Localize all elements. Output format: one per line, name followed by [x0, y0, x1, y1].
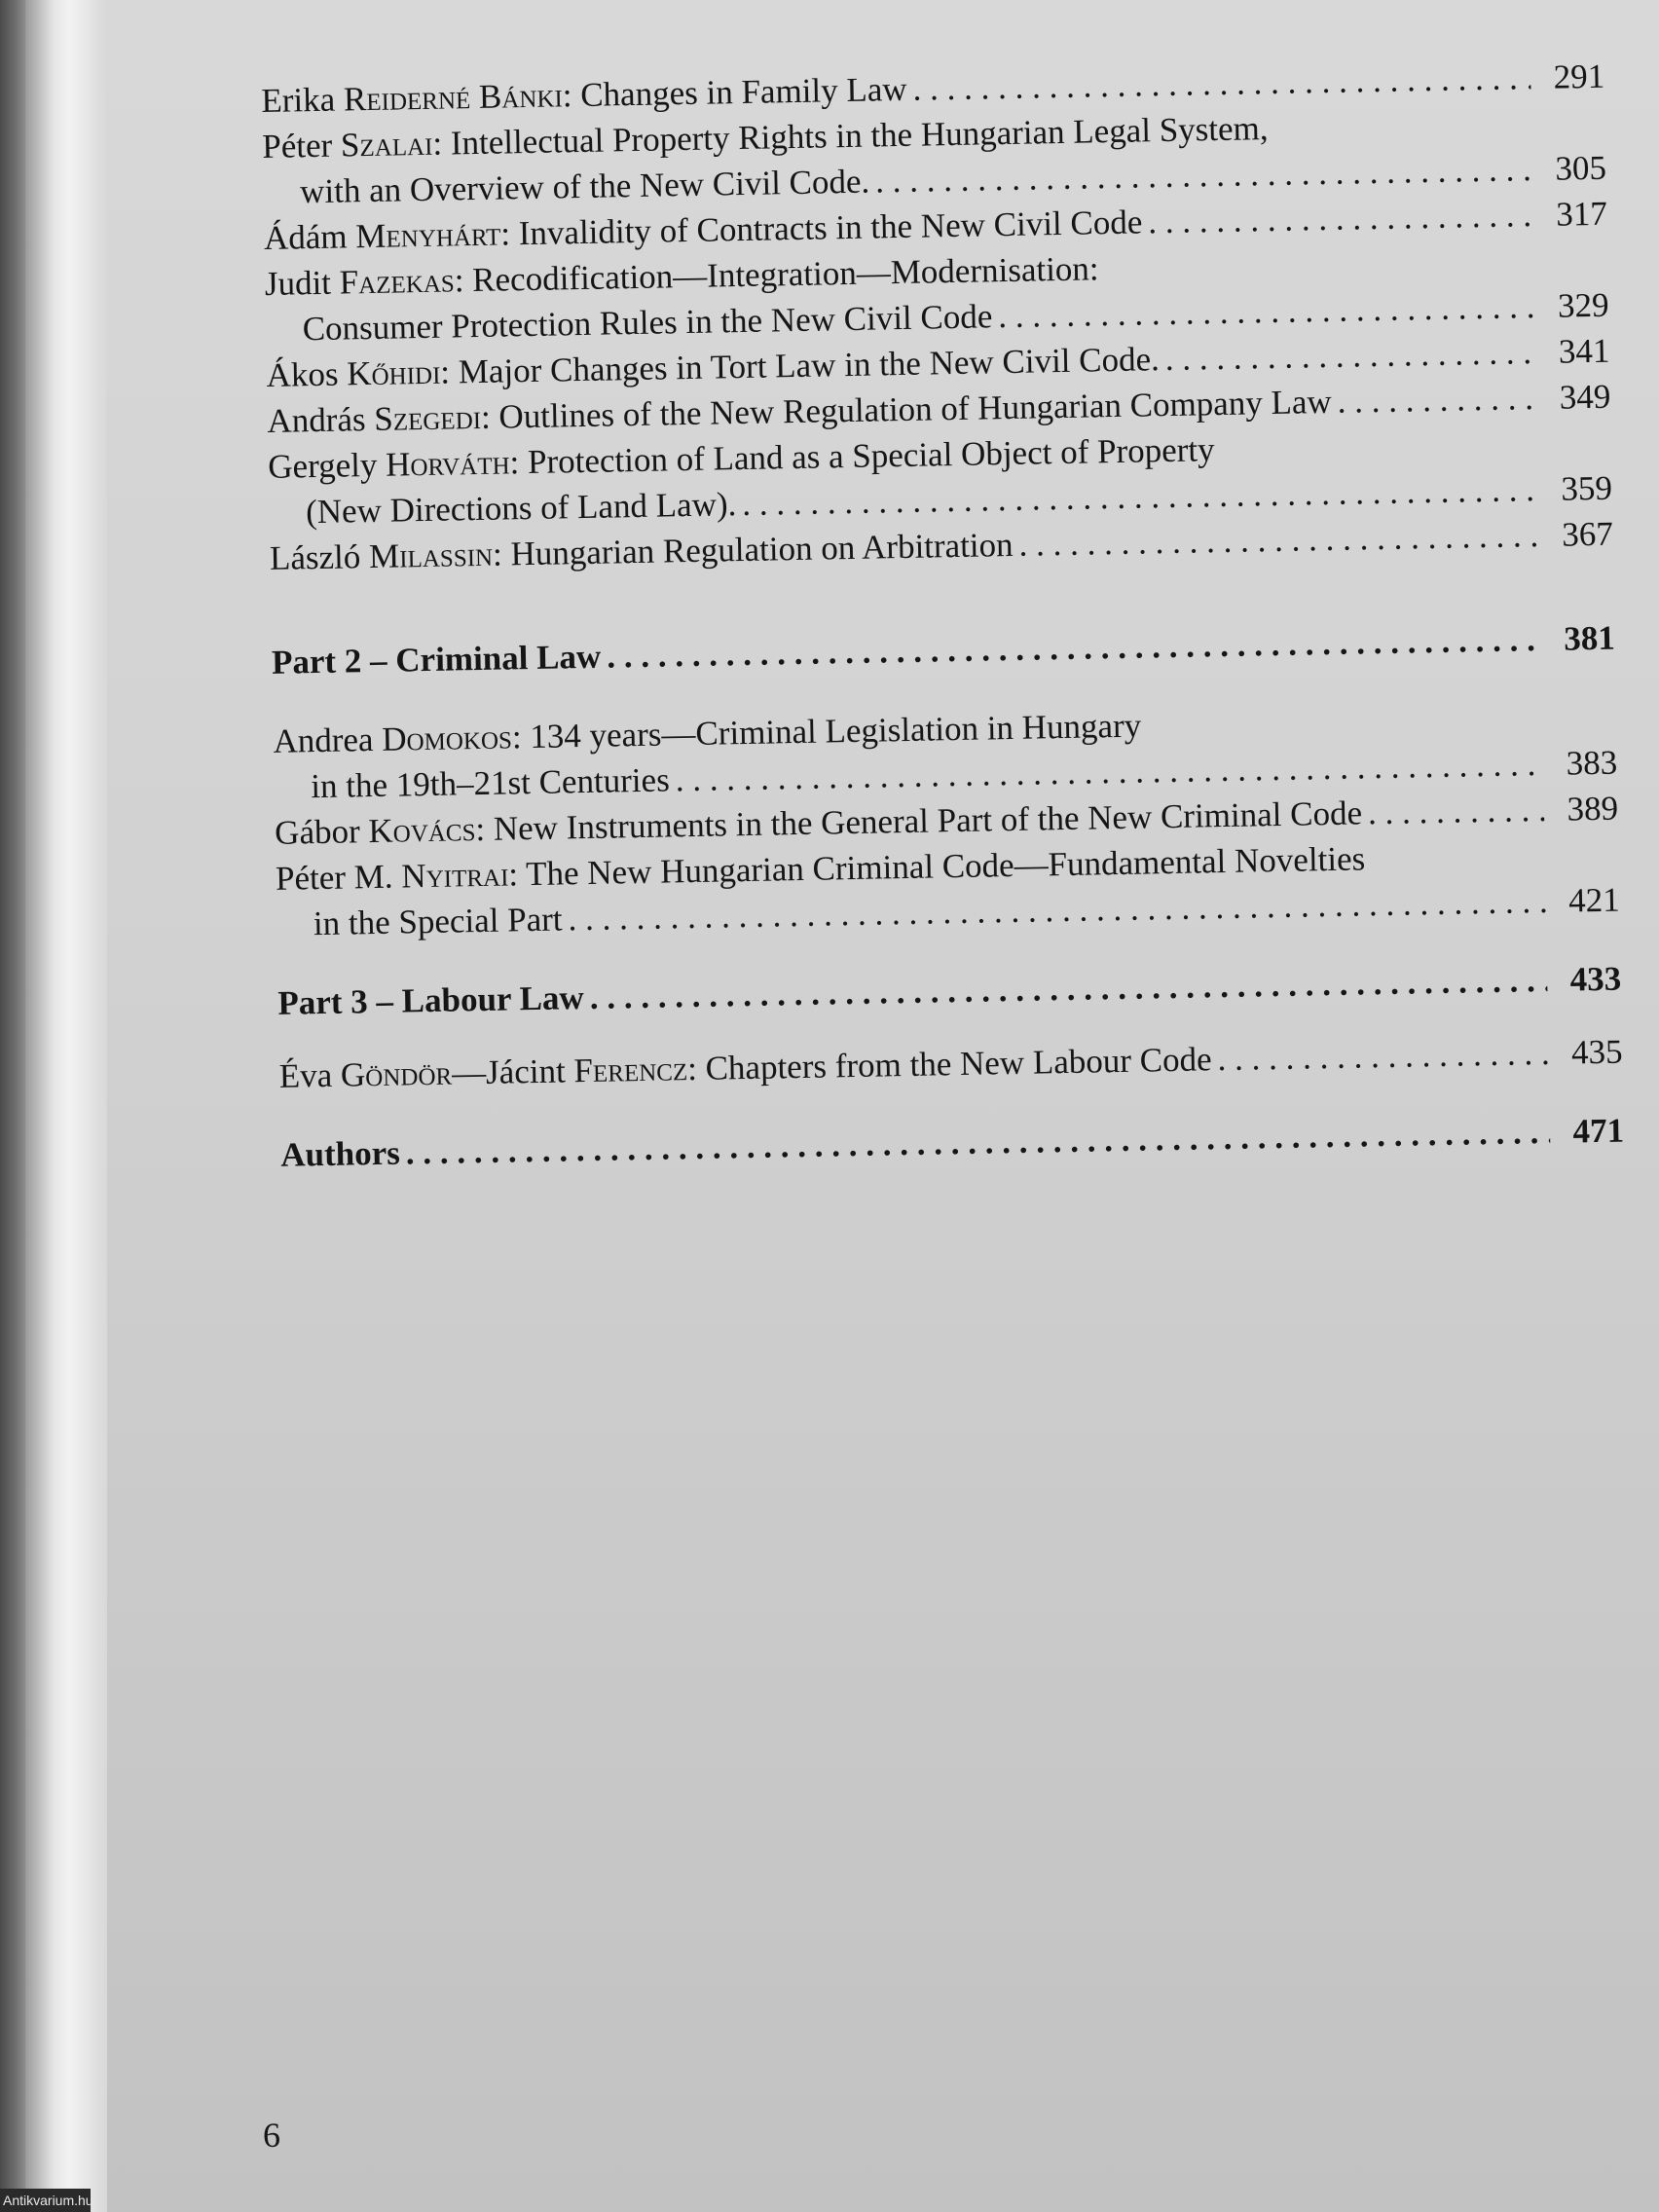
entry-title: : Recodification—Integration—Modernisation: — [454, 249, 1099, 300]
author-last-name: Szalai — [340, 124, 433, 165]
entry-title: : 134 years—Criminal Legislation in Hungary — [511, 706, 1142, 756]
part-heading: Part 2 – Criminal Law — [271, 637, 602, 682]
author-last-name: Kőhidi — [346, 352, 441, 393]
author-first-name: Judit — [264, 263, 332, 303]
entry-title-continued: with an Overview of the New Civil Code. — [299, 162, 870, 211]
page-ref: 359 — [1561, 468, 1613, 508]
entry-title-continued: in the 19th–21st Centuries — [310, 760, 671, 806]
author-first-name: Péter M. — [275, 857, 393, 898]
author-first-name: László — [269, 537, 361, 577]
author-last-name: Domokos — [381, 718, 513, 758]
page-ref: 433 — [1569, 959, 1622, 999]
page-ref: 329 — [1557, 285, 1609, 325]
author-last-name: Ferencz — [573, 1050, 688, 1090]
author-last-name: Kovács — [368, 810, 476, 851]
page-edge — [25, 0, 107, 2212]
author-first-name: Ákos — [266, 354, 339, 394]
watermark: Antikvarium.hu — [0, 2189, 91, 2212]
table-of-contents — [261, 54, 1624, 1178]
page-number: 6 — [263, 2116, 280, 2155]
entry-title: : Hungarian Regulation on Arbitration — [492, 525, 1014, 573]
author-last-name: Horváth — [385, 443, 510, 484]
author-last-name: Menyhárt — [354, 214, 501, 256]
entry-title: : Protection of Land as a Special Object of Property — [509, 430, 1215, 482]
part-heading: Part 3 – Labour Law — [277, 978, 585, 1022]
author-separator: — — [451, 1052, 487, 1092]
author-last-name: Milassin — [368, 535, 494, 576]
entry-title: : Chapters from the New Labour Code — [686, 1040, 1212, 1088]
leader-dots — [1148, 192, 1533, 244]
author-last-name: Göndör — [340, 1053, 453, 1094]
page-ref: 317 — [1555, 194, 1608, 234]
entry-title: : Changes in Family Law — [562, 69, 907, 115]
page-ref: 381 — [1563, 618, 1616, 658]
page-ref: 421 — [1567, 880, 1621, 920]
author-first-name: Andrea — [273, 720, 374, 760]
entry-title: : Invalidity of Contracts in the New Civil Code — [499, 203, 1143, 253]
book-spine-shadow — [0, 0, 25, 2212]
page-ref: 305 — [1555, 148, 1607, 188]
author-first-name: Ádám — [263, 217, 348, 257]
page-ref: 349 — [1559, 377, 1611, 417]
entry-title: : Outlines of the New Regulation of Hungarian Company Law — [480, 382, 1333, 436]
entry-title-continued: Consumer Protection Rules in the New Civil Code — [302, 297, 993, 349]
entry-title-continued: (New Directions of Land Law). — [305, 485, 737, 532]
entry-title: : Intellectual Property Rights in the Hungarian Legal System, — [432, 109, 1269, 163]
leader-dots — [1337, 375, 1536, 424]
author-first-name: Gergely — [267, 445, 378, 486]
leader-dots — [1217, 1030, 1549, 1082]
page-ref: 471 — [1572, 1111, 1625, 1151]
author-first-name: Éva — [278, 1055, 333, 1095]
author-first-name: András — [267, 400, 366, 440]
authors-heading: Authors — [279, 1133, 401, 1174]
page-ref: 291 — [1553, 56, 1605, 96]
author-first-name: Péter — [261, 126, 333, 166]
author-first-name: Erika — [261, 80, 336, 120]
author-last-name: Reiderné Bánki — [343, 76, 564, 119]
page-ref: 435 — [1570, 1032, 1623, 1072]
author-last-name: Szegedi — [373, 397, 482, 438]
page-ref: 341 — [1558, 331, 1610, 371]
author-last-name: Nyitrai — [400, 855, 509, 896]
entry-title: : New Instruments in the General Part of the New Criminal Code — [475, 793, 1363, 849]
author-first-name: Gábor — [274, 812, 361, 852]
leader-dots — [1368, 787, 1545, 835]
entry-title: : Major Changes in Tort Law in the New Civil Code. — [439, 340, 1161, 391]
page-ref: 389 — [1567, 789, 1619, 829]
entry-title: : The New Hungarian Criminal Code—Fundamental Novelties — [507, 839, 1366, 894]
leader-dots — [1164, 329, 1535, 382]
page-ref: 383 — [1566, 743, 1618, 783]
author-last-name: Fazekas — [339, 261, 456, 302]
entry-title-continued: in the Special Part — [313, 900, 563, 943]
leader-dots — [1018, 512, 1539, 568]
author-first-name: Jácint — [485, 1051, 567, 1091]
page-ref: 367 — [1561, 514, 1614, 554]
